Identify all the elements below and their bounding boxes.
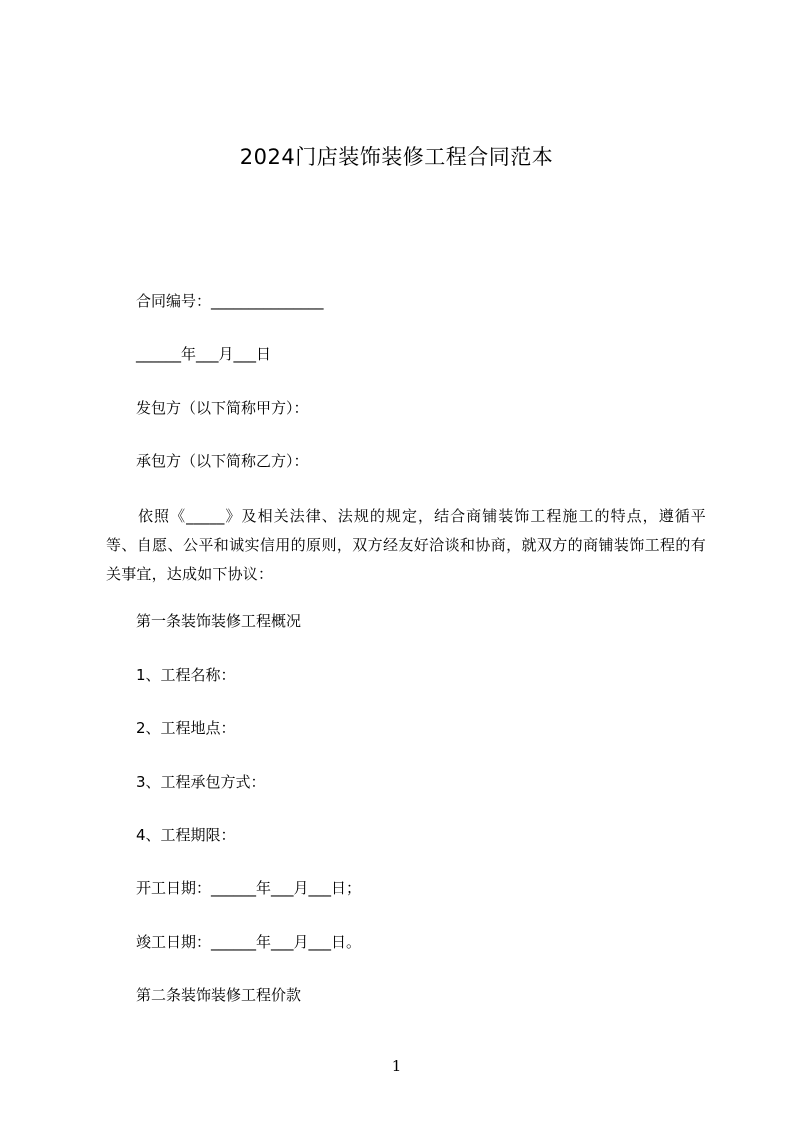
item-project-location: 2、工程地点： xyxy=(136,719,236,737)
party-a-line: 发包方（以下简称甲方）： xyxy=(136,399,309,417)
intro-paragraph: 依照《_____》及相关法律、法规的规定，结合商铺装饰工程施工的特点，遵循平等、自愿、公平和诚实信用的原则，双方经友好洽谈和协商，就双方的商铺装饰工程的有关事宜，达成如下协议： xyxy=(106,507,706,583)
party-b-line: 承包方（以下简称乙方）： xyxy=(136,452,309,470)
item-contract-method: 3、工程承包方式： xyxy=(136,773,266,791)
item-project-name: 1、工程名称： xyxy=(136,666,236,684)
article-2-heading: 第二条装饰装修工程价款 xyxy=(136,986,302,1004)
item-project-period: 4、工程期限： xyxy=(136,826,236,844)
document-title: 2024门店装饰装修工程合同范本 xyxy=(239,145,554,169)
date-line: ______年___月___日 xyxy=(136,345,272,363)
page-number: 1 xyxy=(391,1057,402,1075)
article-1-heading: 第一条装饰装修工程概况 xyxy=(136,612,302,630)
start-date-line: 开工日期：______年___月___日； xyxy=(136,879,362,897)
end-date-line: 竣工日期：______年___月___日。 xyxy=(136,933,362,951)
contract-number-line: 合同编号：_______________ xyxy=(136,292,324,310)
